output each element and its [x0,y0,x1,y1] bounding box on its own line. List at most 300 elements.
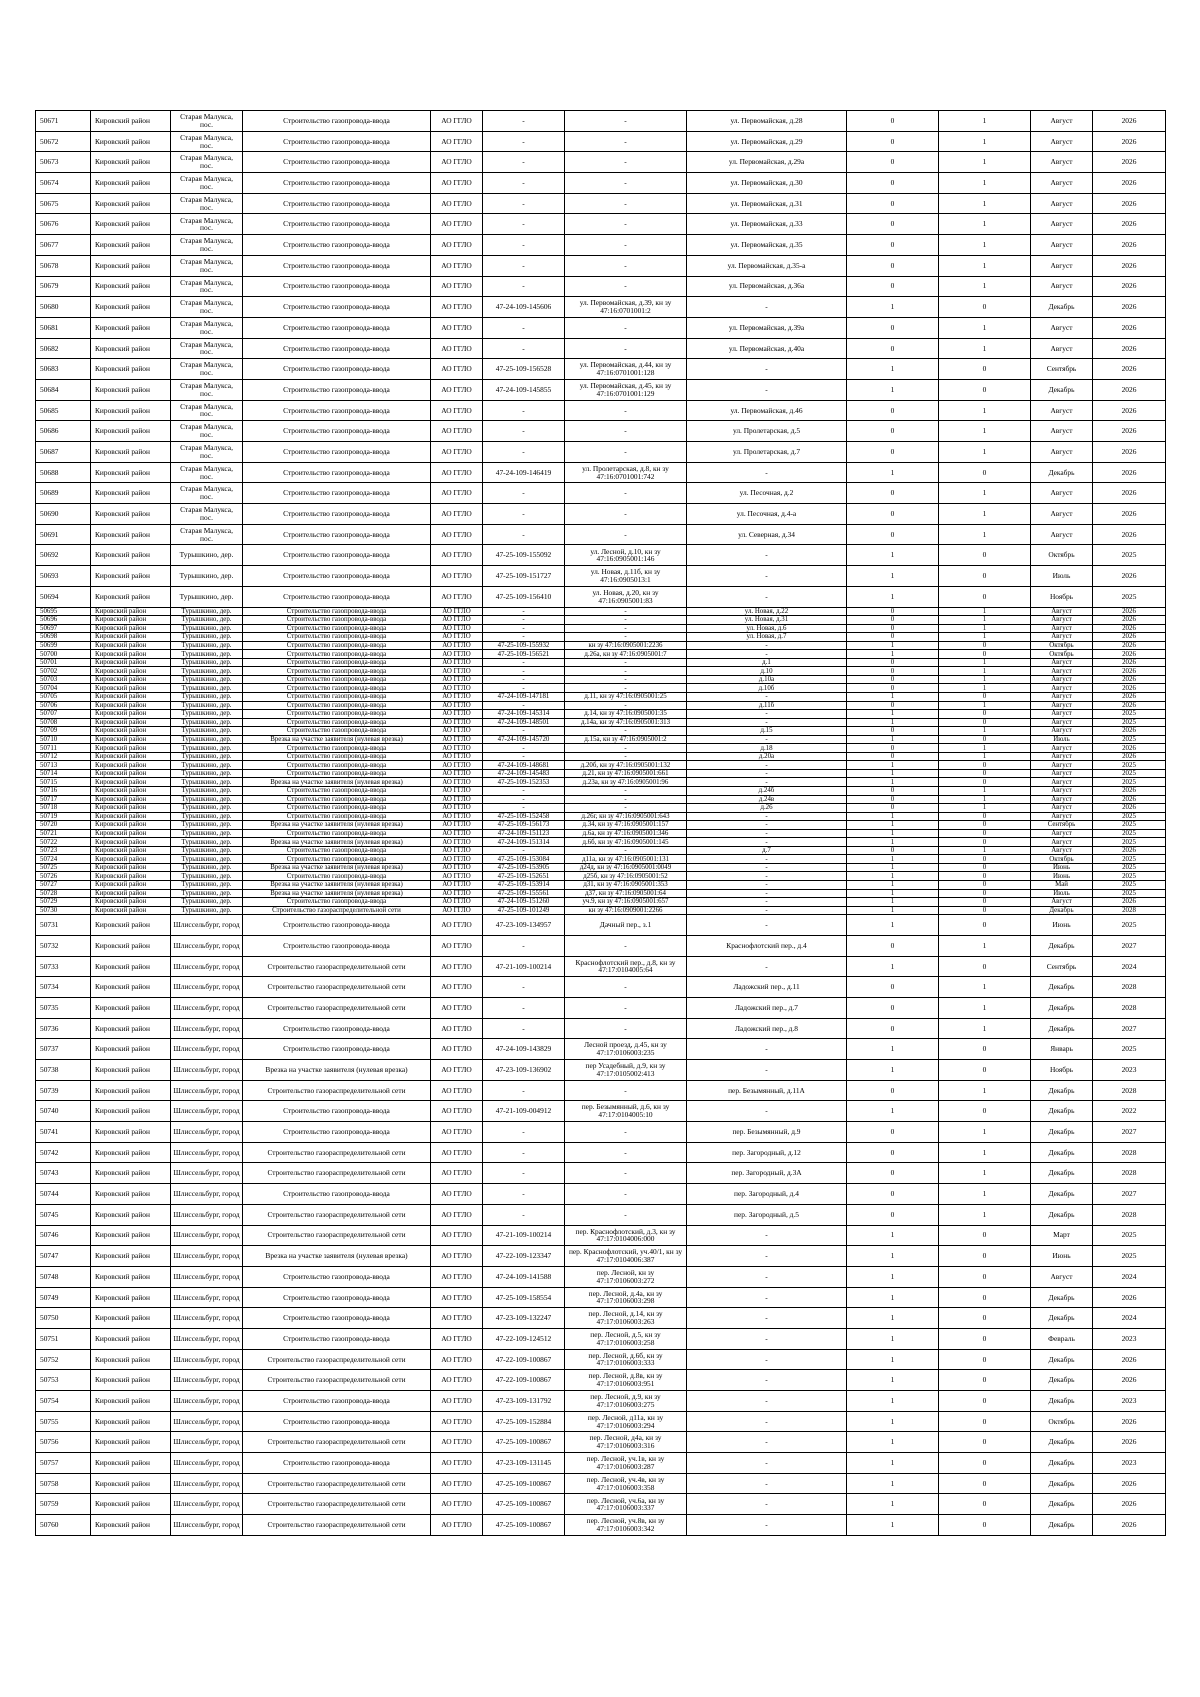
count-a-cell: 1 [847,863,939,872]
year-cell: 2025 [1093,889,1166,898]
contract-number-cell: - [483,846,565,855]
table-row [36,338,1166,359]
district-cell: Кировский район [91,193,171,214]
count-a-cell: 0 [847,935,939,956]
count-a-cell: 1 [847,769,939,778]
district-cell: Кировский район [91,658,171,667]
count-b-cell: 0 [939,761,1031,770]
cadastral-address-cell: д.21, кн зу 47:16:0905001:661 [565,769,687,778]
locality-cell: Старая Малукса, пос. [171,317,243,338]
locality-cell: Шлиссельбург, город [171,1122,243,1143]
organization-cell: АО ГГЛО [431,1225,483,1246]
contract-number-cell: 47-25-109-156410 [483,586,565,607]
work-type-cell: Строительство газораспределительной сети [243,956,431,977]
row-number-cell: 50750 [36,1308,91,1329]
table-row [36,795,1166,804]
cadastral-address-cell: д.26а, кн зу 47:16:0905001:7 [565,650,687,659]
organization-cell: АО ГГЛО [431,1453,483,1474]
organization-cell: АО ГГЛО [431,977,483,998]
month-cell: Август [1031,442,1093,463]
work-type-cell: Строительство газопровода-ввода [243,1453,431,1474]
district-cell: Кировский район [91,769,171,778]
district-cell: Кировский район [91,1432,171,1453]
year-cell: 2026 [1093,692,1166,701]
table-row [36,421,1166,442]
organization-cell: АО ГГЛО [431,838,483,847]
locality-cell: Шлиссельбург, город [171,1391,243,1412]
count-b-cell: 0 [939,359,1031,380]
work-type-cell: Строительство газопровода-ввода [243,727,431,736]
contract-number-cell: - [483,607,565,616]
month-cell: Август [1031,898,1093,907]
cadastral-address-cell: пер. Лесной, д.5, кн зу 47:17:0106003:258 [565,1328,687,1349]
count-b-cell: 1 [939,935,1031,956]
organization-cell: АО ГГЛО [431,1163,483,1184]
count-a-cell: 0 [847,997,939,1018]
row-number-cell: 50676 [36,214,91,235]
address-cell: д.24б [687,786,847,795]
work-type-cell: Строительство газораспределительной сети [243,1142,431,1163]
address-cell: - [687,1039,847,1060]
month-cell: Ноябрь [1031,586,1093,607]
address-cell: Краснофлотский пер., д.4 [687,935,847,956]
work-type-cell: Строительство газораспределительной сети [243,1473,431,1494]
cadastral-address-cell: д.14а, кн зу 47:16:0905001:313 [565,718,687,727]
table-row [36,462,1166,483]
work-type-cell: Строительство газопровода-ввода [243,898,431,907]
year-cell: 2026 [1093,400,1166,421]
month-cell: Декабрь [1031,1122,1093,1143]
count-b-cell: 1 [939,1080,1031,1101]
month-cell: Август [1031,778,1093,787]
year-cell: 2023 [1093,1060,1166,1081]
month-cell: Октябрь [1031,545,1093,566]
contract-number-cell: - [483,675,565,684]
address-cell: - [687,1328,847,1349]
address-cell: пер. Безымянный, д.9 [687,1122,847,1143]
contract-number-cell: 47-24-109-145606 [483,297,565,318]
contract-number-cell: - [483,111,565,132]
locality-cell: Старая Малукса, пос. [171,235,243,256]
district-cell: Кировский район [91,1287,171,1308]
year-cell: 2026 [1093,804,1166,813]
cadastral-address-cell: - [565,1184,687,1205]
contract-number-cell: - [483,935,565,956]
month-cell: Август [1031,483,1093,504]
contract-number-cell: - [483,752,565,761]
month-cell: Октябрь [1031,1411,1093,1432]
cadastral-address-cell: - [565,131,687,152]
cadastral-address-cell: - [565,111,687,132]
count-b-cell: 0 [939,735,1031,744]
table-row [36,1163,1166,1184]
work-type-cell: Строительство газопровода-ввода [243,846,431,855]
count-a-cell: 0 [847,214,939,235]
month-cell: Декабрь [1031,1142,1093,1163]
table-row [36,173,1166,194]
address-cell: ул. Пролетарская, д.7 [687,442,847,463]
organization-cell: АО ГГЛО [431,898,483,907]
work-type-cell: Строительство газопровода-ввода [243,795,431,804]
row-number-cell: 50680 [36,297,91,318]
month-cell: Август [1031,317,1093,338]
row-number-cell: 50689 [36,483,91,504]
count-a-cell: 0 [847,276,939,297]
cadastral-address-cell: пер. Лесной, уч.1в, кн зу 47:17:0106003:287 [565,1453,687,1474]
month-cell: Декабрь [1031,935,1093,956]
year-cell: 2026 [1093,111,1166,132]
organization-cell: АО ГГЛО [431,769,483,778]
address-cell: - [687,956,847,977]
contract-number-cell: - [483,1018,565,1039]
month-cell: Август [1031,675,1093,684]
count-b-cell: 1 [939,804,1031,813]
month-cell: Август [1031,804,1093,813]
row-number-cell: 50748 [36,1266,91,1287]
table-row [36,710,1166,719]
contract-number-cell: 47-22-109-100867 [483,1349,565,1370]
row-number-cell: 50755 [36,1411,91,1432]
district-cell: Кировский район [91,977,171,998]
cadastral-address-cell: - [565,727,687,736]
table-row [36,545,1166,566]
row-number-cell: 50709 [36,727,91,736]
month-cell: Декабрь [1031,1432,1093,1453]
month-cell: Август [1031,235,1093,256]
contract-number-cell: 47-22-109-124512 [483,1328,565,1349]
table-row [36,889,1166,898]
table-row [36,524,1166,545]
year-cell: 2026 [1093,624,1166,633]
table-row [36,667,1166,676]
count-a-cell: 0 [847,152,939,173]
table-row [36,1494,1166,1515]
address-cell: - [687,881,847,890]
district-cell: Кировский район [91,855,171,864]
organization-cell: АО ГГЛО [431,1370,483,1391]
year-cell: 2026 [1093,1515,1166,1536]
cadastral-address-cell: - [565,675,687,684]
row-number-cell: 50725 [36,863,91,872]
work-type-cell: Строительство газопровода-ввода [243,872,431,881]
row-number-cell: 50699 [36,641,91,650]
cadastral-address-cell: - [565,338,687,359]
contract-number-cell: 47-25-109-100867 [483,1494,565,1515]
work-type-cell: Строительство газораспределительной сети [243,1370,431,1391]
count-a-cell: 0 [847,727,939,736]
district-cell: Кировский район [91,624,171,633]
district-cell: Кировский район [91,255,171,276]
cadastral-address-cell: пер. Лесной, д.6б, кн зу 47:17:0106003:333 [565,1349,687,1370]
locality-cell: Турышкино, дер. [171,795,243,804]
work-type-cell: Строительство газопровода-ввода [243,1101,431,1122]
contract-number-cell: - [483,421,565,442]
cadastral-address-cell: Лесной проезд, д.45, кн зу 47:17:0106003:235 [565,1039,687,1060]
month-cell: Август [1031,684,1093,693]
count-a-cell: 1 [847,1039,939,1060]
organization-cell: АО ГГЛО [431,1287,483,1308]
locality-cell: Турышкино, дер. [171,881,243,890]
district-cell: Кировский район [91,607,171,616]
organization-cell: АО ГГЛО [431,255,483,276]
count-b-cell: 0 [939,1266,1031,1287]
month-cell: Декабрь [1031,1101,1093,1122]
month-cell: Август [1031,718,1093,727]
cadastral-address-cell: - [565,684,687,693]
work-type-cell: Врезка на участке заявителя (нулевая врезка) [243,778,431,787]
cadastral-address-cell: д25б, кн зу 47:16:0905001:52 [565,872,687,881]
contract-number-cell: - [483,795,565,804]
district-cell: Кировский район [91,1515,171,1536]
count-a-cell: 1 [847,545,939,566]
table-row [36,804,1166,813]
year-cell: 2025 [1093,1246,1166,1267]
locality-cell: Турышкино, дер. [171,761,243,770]
cadastral-address-cell: - [565,804,687,813]
month-cell: Июнь [1031,1246,1093,1267]
table-row [36,727,1166,736]
work-type-cell: Строительство газораспределительной сети [243,1080,431,1101]
contract-number-cell: - [483,1204,565,1225]
count-a-cell: 0 [847,338,939,359]
contract-number-cell: - [483,616,565,625]
address-cell: д.24в [687,795,847,804]
address-cell: - [687,566,847,587]
year-cell: 2025 [1093,718,1166,727]
table-row [36,1473,1166,1494]
cadastral-address-cell: д11а, кн зу 47:16:0905001:131 [565,855,687,864]
row-number-cell: 50691 [36,524,91,545]
month-cell: Август [1031,786,1093,795]
locality-cell: Шлиссельбург, город [171,1225,243,1246]
table-row [36,359,1166,380]
table-row [36,624,1166,633]
row-number-cell: 50713 [36,761,91,770]
address-cell: - [687,462,847,483]
district-cell: Кировский район [91,786,171,795]
count-a-cell: 0 [847,607,939,616]
row-number-cell: 50697 [36,624,91,633]
cadastral-address-cell: - [565,607,687,616]
month-cell: Декабрь [1031,1163,1093,1184]
row-number-cell: 50723 [36,846,91,855]
address-cell: - [687,650,847,659]
organization-cell: АО ГГЛО [431,1184,483,1205]
organization-cell: АО ГГЛО [431,727,483,736]
address-cell: - [687,1453,847,1474]
district-cell: Кировский район [91,735,171,744]
table-row [36,1225,1166,1246]
address-cell: ул. Первомайская, д.46 [687,400,847,421]
locality-cell: Турышкино, дер. [171,566,243,587]
table-row [36,255,1166,276]
count-a-cell: 1 [847,872,939,881]
contract-number-cell: - [483,255,565,276]
count-a-cell: 0 [847,317,939,338]
district-cell: Кировский район [91,400,171,421]
district-cell: Кировский район [91,545,171,566]
work-type-cell: Строительство газопровода-ввода [243,786,431,795]
work-type-cell: Строительство газопровода-ввода [243,684,431,693]
work-type-cell: Строительство газопровода-ввода [243,915,431,936]
year-cell: 2027 [1093,1018,1166,1039]
table-row [36,778,1166,787]
contract-number-cell: 47-25-109-155561 [483,889,565,898]
locality-cell: Турышкино, дер. [171,829,243,838]
district-cell: Кировский район [91,442,171,463]
row-number-cell: 50695 [36,607,91,616]
work-type-cell: Строительство газораспределительной сети [243,1163,431,1184]
year-cell: 2024 [1093,1308,1166,1329]
count-b-cell: 0 [939,1246,1031,1267]
work-type-cell: Врезка на участке заявителя (нулевая врезка) [243,735,431,744]
cadastral-address-cell: - [565,193,687,214]
row-number-cell: 50719 [36,812,91,821]
work-type-cell: Строительство газопровода-ввода [243,935,431,956]
organization-cell: АО ГГЛО [431,1018,483,1039]
count-a-cell: 0 [847,400,939,421]
table-row [36,718,1166,727]
locality-cell: Шлиссельбург, город [171,1328,243,1349]
organization-cell: АО ГГЛО [431,400,483,421]
count-b-cell: 0 [939,1391,1031,1412]
row-number-cell: 50756 [36,1432,91,1453]
locality-cell: Шлиссельбург, город [171,1184,243,1205]
month-cell: Август [1031,846,1093,855]
table-row [36,400,1166,421]
locality-cell: Старая Малукса, пос. [171,483,243,504]
table-row [36,317,1166,338]
table-row [36,131,1166,152]
year-cell: 2026 [1093,846,1166,855]
district-cell: Кировский район [91,727,171,736]
district-cell: Кировский район [91,1453,171,1474]
table-row [36,701,1166,710]
locality-cell: Шлиссельбург, город [171,977,243,998]
contract-number-cell: - [483,727,565,736]
organization-cell: АО ГГЛО [431,641,483,650]
year-cell: 2026 [1093,684,1166,693]
contract-number-cell: 47-23-109-131792 [483,1391,565,1412]
row-number-cell: 50727 [36,881,91,890]
cadastral-address-cell: - [565,701,687,710]
table-row [36,1515,1166,1536]
cadastral-address-cell: - [565,173,687,194]
year-cell: 2028 [1093,906,1166,915]
organization-cell: АО ГГЛО [431,997,483,1018]
year-cell: 2025 [1093,838,1166,847]
work-type-cell: Строительство газопровода-ввода [243,829,431,838]
locality-cell: Шлиссельбург, город [171,1473,243,1494]
contract-number-cell: - [483,804,565,813]
cadastral-address-cell: д37, кн зу 47:16:0905001:64 [565,889,687,898]
address-cell: ул. Новая, д.6 [687,624,847,633]
address-cell: - [687,838,847,847]
organization-cell: АО ГГЛО [431,795,483,804]
locality-cell: Турышкино, дер. [171,855,243,864]
organization-cell: АО ГГЛО [431,1039,483,1060]
count-b-cell: 1 [939,1122,1031,1143]
address-cell: - [687,1308,847,1329]
address-cell: д.18 [687,744,847,753]
table-row [36,761,1166,770]
address-cell: - [687,821,847,830]
table-row [36,906,1166,915]
contract-number-cell: - [483,1163,565,1184]
address-cell: - [687,1391,847,1412]
organization-cell: АО ГГЛО [431,1308,483,1329]
organization-cell: АО ГГЛО [431,881,483,890]
cadastral-address-cell: пер. Лесной, д4а, кн зу 47:17:0106003:316 [565,1432,687,1453]
year-cell: 2026 [1093,214,1166,235]
row-number-cell: 50675 [36,193,91,214]
address-cell: д.1 [687,658,847,667]
table-row [36,1080,1166,1101]
work-type-cell: Строительство газопровода-ввода [243,214,431,235]
row-number-cell: 50712 [36,752,91,761]
year-cell: 2025 [1093,778,1166,787]
table-row [36,752,1166,761]
row-number-cell: 50745 [36,1204,91,1225]
table-row [36,846,1166,855]
contract-number-cell: - [483,1142,565,1163]
organization-cell: АО ГГЛО [431,718,483,727]
contract-number-cell: - [483,997,565,1018]
row-number-cell: 50679 [36,276,91,297]
table-row [36,607,1166,616]
count-b-cell: 0 [939,650,1031,659]
row-number-cell: 50698 [36,633,91,642]
count-a-cell: 1 [847,1246,939,1267]
year-cell: 2028 [1093,1080,1166,1101]
table-row [36,1453,1166,1474]
address-cell: ул. Первомайская, д.29а [687,152,847,173]
row-number-cell: 50740 [36,1101,91,1122]
month-cell: Август [1031,812,1093,821]
locality-cell: Шлиссельбург, город [171,956,243,977]
work-type-cell: Строительство газопровода-ввода [243,804,431,813]
count-b-cell: 1 [939,1184,1031,1205]
month-cell: Август [1031,400,1093,421]
count-b-cell: 1 [939,524,1031,545]
count-b-cell: 0 [939,956,1031,977]
month-cell: Август [1031,524,1093,545]
address-cell: - [687,812,847,821]
cadastral-address-cell: - [565,633,687,642]
count-b-cell: 0 [939,1349,1031,1370]
table-row [36,675,1166,684]
cadastral-address-cell: д.34, кн зу 47:16:0905001:157 [565,821,687,830]
table-row [36,881,1166,890]
address-cell: ул. Первомайская, д.40а [687,338,847,359]
contract-number-cell: 47-25-109-156521 [483,650,565,659]
count-b-cell: 0 [939,586,1031,607]
month-cell: Август [1031,193,1093,214]
count-a-cell: 1 [847,1453,939,1474]
work-type-cell: Строительство газопровода-ввода [243,235,431,256]
row-number-cell: 50706 [36,701,91,710]
district-cell: Кировский район [91,889,171,898]
contract-number-cell: 47-24-109-151260 [483,898,565,907]
count-a-cell: 0 [847,658,939,667]
contract-number-cell: 47-24-109-145314 [483,710,565,719]
cadastral-address-cell: - [565,846,687,855]
month-cell: Август [1031,616,1093,625]
row-number-cell: 50730 [36,906,91,915]
row-number-cell: 50752 [36,1349,91,1370]
organization-cell: АО ГГЛО [431,915,483,936]
address-cell: пер. Загородный, д.5 [687,1204,847,1225]
